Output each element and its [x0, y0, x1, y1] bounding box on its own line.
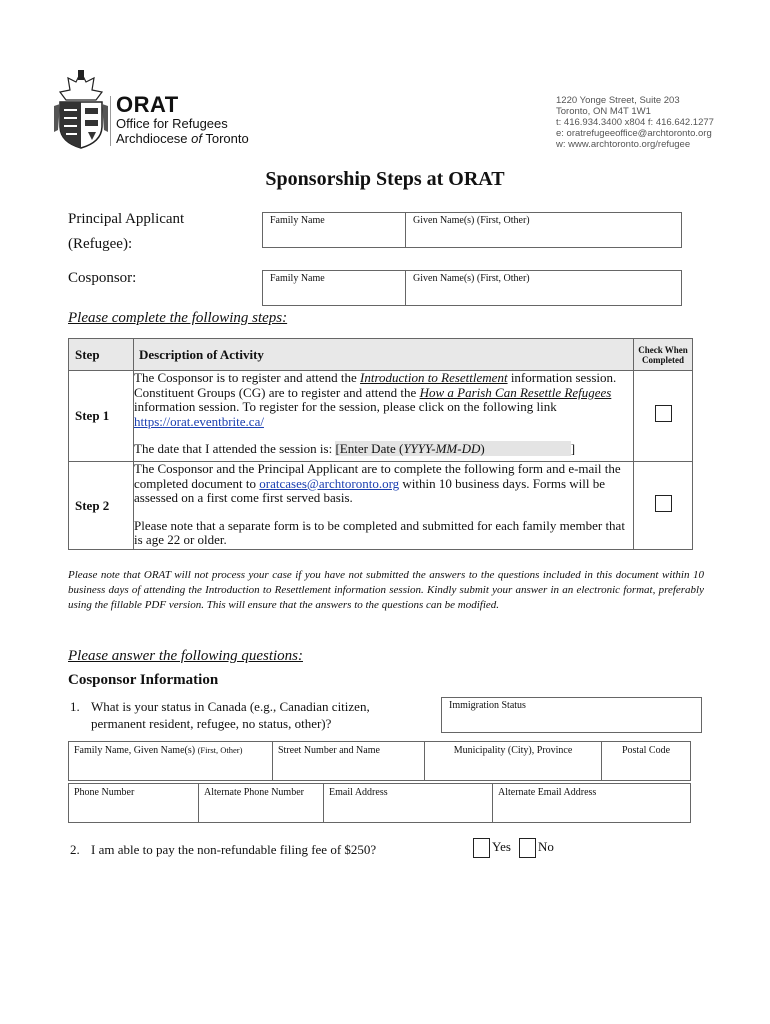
- eventbrite-link[interactable]: https://orat.eventbrite.ca/: [134, 413, 264, 429]
- fee-yes-option: [473, 838, 511, 858]
- address-email: e: oratrefugeeoffice@archtoronto.org: [556, 128, 712, 139]
- step-2-label: Step 2: [69, 462, 134, 550]
- applicant-family-name-field[interactable]: [262, 212, 406, 248]
- step-2-description: The Cosponsor and the Principal Applicant are to complete the following form and e-mail the completed document to oratcases@archtoronto.org within 10 business days. Forms will be assessed on a first come first served basis. Please note that a separate form is to be completed and submitted for each family member that is age 22 or older.: [134, 462, 634, 550]
- immigration-status-field[interactable]: [441, 697, 702, 733]
- municipality-field[interactable]: Municipality (City), Province: [424, 741, 602, 781]
- principal-applicant-label: Principal Applicant: [68, 211, 185, 227]
- step-2-row: [69, 462, 693, 550]
- archdiocese-crest-logo: [52, 70, 110, 150]
- processing-note: Please note that ORAT will not process your case if you have not submitted the answers to the questions included in this document within 10 business days of attending the Introduction to Resettlement information session. Kindly submit your answer in an electronic format, preferably using the fillable PDF version. This will ensure that the answers to the questions can be modified.: [68, 569, 704, 611]
- email-field[interactable]: Email Address: [323, 783, 493, 823]
- postal-code-field[interactable]: Postal Code: [601, 741, 691, 781]
- org-short-name: ORAT: [116, 92, 179, 117]
- fee-no-checkbox[interactable]: [519, 838, 536, 858]
- step-1-checkbox[interactable]: [655, 405, 672, 422]
- cosponsor-family-name-field[interactable]: [262, 270, 406, 306]
- address-line-1: 1220 Yonge Street, Suite 203: [556, 95, 680, 106]
- col-check-header: Check When Completed: [634, 339, 693, 371]
- step-2-checkbox[interactable]: [655, 495, 672, 512]
- alt-phone-field[interactable]: Alternate Phone Number: [198, 783, 324, 823]
- fee-yes-checkbox[interactable]: [473, 838, 490, 858]
- page-title: Sponsorship Steps at ORAT: [265, 168, 505, 190]
- cosponsor-given-names-label: Given Name(s) (First, Other): [413, 273, 530, 284]
- oratcases-email-link[interactable]: oratcases@archtoronto.org: [259, 475, 400, 491]
- applicant-family-name-label: Family Name: [270, 215, 325, 226]
- alt-email-field[interactable]: Alternate Email Address: [492, 783, 691, 823]
- immigration-status-label: Immigration Status: [449, 700, 526, 711]
- col-step-header: Step: [69, 339, 134, 371]
- cosponsor-info-heading: Cosponsor Information: [68, 672, 219, 688]
- cosponsor-family-name-label: Family Name: [270, 273, 325, 284]
- step-1-check-cell: [634, 371, 693, 462]
- applicant-given-names-label: Given Name(s) (First, Other): [413, 215, 530, 226]
- question-2-number: 2.: [70, 842, 80, 857]
- phone-field[interactable]: Phone Number: [68, 783, 199, 823]
- org-parent: Archdiocese of Toronto: [116, 131, 249, 146]
- session-date-input[interactable]: [Enter Date (YYYY-MM-DD): [335, 441, 570, 456]
- col-description-header: Description of Activity: [134, 339, 634, 371]
- logo-divider: [110, 96, 111, 146]
- street-address-field[interactable]: Street Number and Name: [272, 741, 425, 781]
- address-web: w: www.archtoronto.org/refugee: [556, 139, 691, 150]
- question-2-text: I am able to pay the non-refundable filing fee of $250?: [91, 842, 377, 857]
- step-2-check-cell: [634, 462, 693, 550]
- principal-applicant-label-2: (Refugee):: [68, 236, 133, 252]
- org-name: Office for Refugees: [116, 116, 228, 131]
- step-1-description: The Cosponsor is to register and attend the Introduction to Resettlement information session. Constituent Groups (CG) are to register and attend the How a Parish Can Resettle Refugees information session. To register for the session, please click on the following link https://orat.eventbrite.ca/ The date that I attended the session is: [Enter Date (YYYY-MM-DD) ]: [134, 371, 634, 462]
- cosponsor-given-names-field[interactable]: [405, 270, 682, 306]
- cosponsor-name-field[interactable]: Family Name, Given Name(s) (First, Other): [68, 741, 273, 781]
- address-phone: t: 416.934.3400 x804 f: 416.642.1277: [556, 117, 714, 128]
- step-1-label: Step 1: [69, 371, 134, 462]
- step-1-row: [69, 371, 693, 462]
- address-line-2: Toronto, ON M4T 1W1: [556, 106, 651, 117]
- steps-heading: Please complete the following steps:: [68, 310, 288, 326]
- fee-no-label: No: [538, 839, 554, 854]
- question-1-number: 1.: [70, 699, 80, 714]
- applicant-given-names-field[interactable]: [405, 212, 682, 248]
- fee-yes-label: Yes: [492, 839, 511, 854]
- question-1-text: What is your status in Canada (e.g., Canadian citizen, permanent resident, refugee, no status, other)?: [91, 699, 370, 731]
- fee-no-option: [519, 838, 554, 858]
- questions-heading: Please answer the following questions:: [68, 648, 303, 664]
- steps-header-row: [69, 339, 693, 371]
- steps-table: [68, 338, 693, 550]
- cosponsor-label: Cosponsor:: [68, 270, 137, 286]
